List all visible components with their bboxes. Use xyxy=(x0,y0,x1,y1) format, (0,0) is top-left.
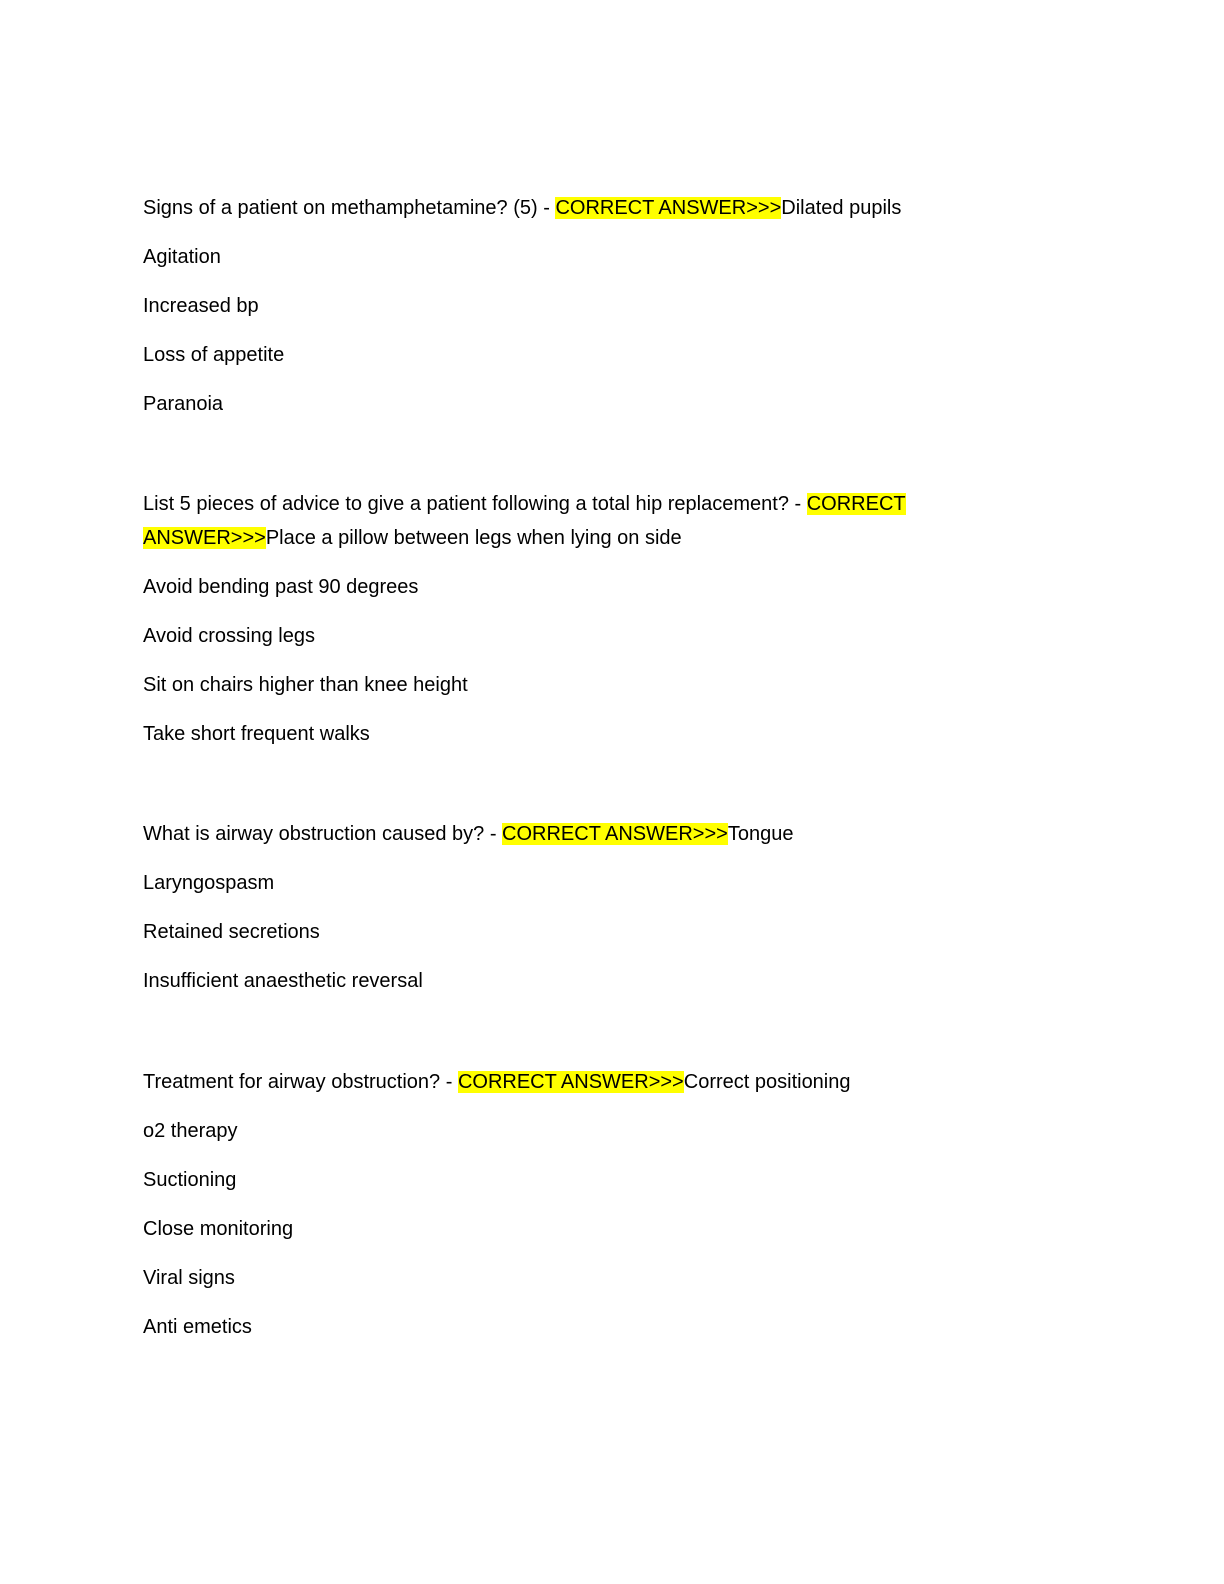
answer-item: Avoid bending past 90 degrees xyxy=(143,576,419,598)
question-text: List 5 pieces of advice to give a patient following a total hip replacement? - xyxy=(143,493,807,515)
answer-item: Increased bp xyxy=(143,295,259,317)
answer-item: Avoid crossing legs xyxy=(143,625,315,647)
question-text: Treatment for airway obstruction? - xyxy=(143,1071,458,1093)
answer-item: Close monitoring xyxy=(143,1218,294,1240)
answer-item: Loss of appetite xyxy=(143,344,285,366)
question-line xyxy=(143,817,973,851)
qa-section-4 xyxy=(143,1065,973,1359)
first-answer: Dilated pupils xyxy=(781,197,902,219)
answer-item: Insufficient anaesthetic reversal xyxy=(143,970,423,992)
question-line xyxy=(143,487,973,521)
question-line xyxy=(143,191,973,225)
first-answer: Place a pillow between legs when lying on side xyxy=(265,527,682,549)
answer-item: Agitation xyxy=(143,246,221,268)
answer-item: Take short frequent walks xyxy=(143,723,370,745)
first-answer: Tongue xyxy=(727,823,794,845)
answer-item: Laryngospasm xyxy=(143,872,275,894)
answer-item: Sit on chairs higher than knee height xyxy=(143,674,468,696)
answer-item: Viral signs xyxy=(143,1267,235,1289)
qa-section-1 xyxy=(143,191,973,436)
answer-item: Paranoia xyxy=(143,393,224,415)
qa-section-3 xyxy=(143,817,973,1013)
answer-item: Suctioning xyxy=(143,1169,237,1191)
question-text: What is airway obstruction caused by? - xyxy=(143,823,503,845)
correct-answer-marker: CORRECT xyxy=(806,493,906,515)
correct-answer-marker: CORRECT ANSWER>>> xyxy=(457,1071,684,1093)
correct-answer-marker: CORRECT ANSWER>>> xyxy=(555,197,782,219)
question-line xyxy=(143,1065,973,1099)
question-line-continued xyxy=(143,521,973,555)
correct-answer-marker: CORRECT ANSWER>>> xyxy=(502,823,728,845)
question-text: Signs of a patient on methamphetamine? (5) - xyxy=(143,197,556,219)
qa-section-2 xyxy=(143,487,973,766)
answer-item: Retained secretions xyxy=(143,921,320,943)
answer-item: Anti emetics xyxy=(143,1316,252,1338)
answer-item: o2 therapy xyxy=(143,1120,238,1142)
first-answer: Correct positioning xyxy=(683,1071,851,1093)
correct-answer-marker: ANSWER>>> xyxy=(143,527,266,549)
